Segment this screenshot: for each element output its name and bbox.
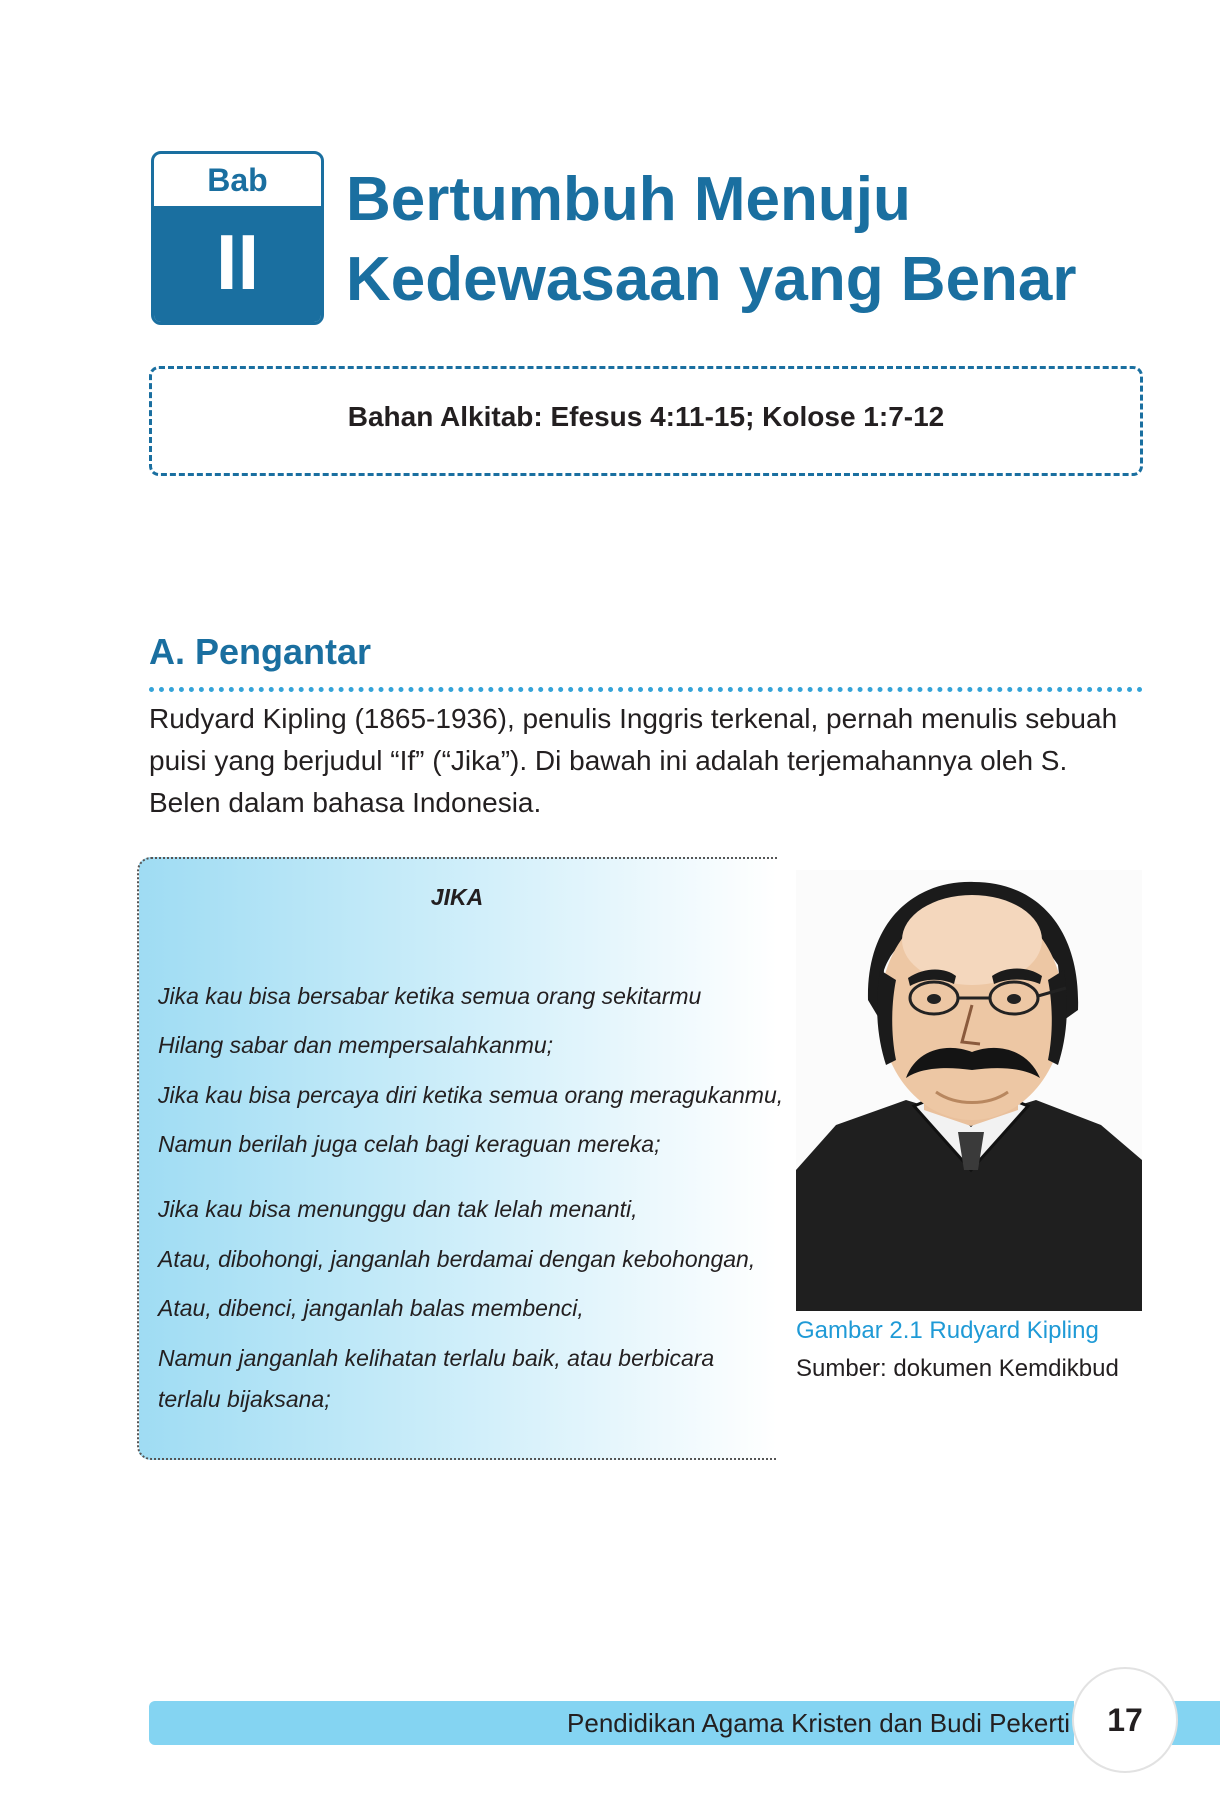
- poem-title: JIKA: [430, 884, 484, 910]
- poem-line: Hilang sabar dan mempersalahkanmu;: [158, 1032, 554, 1058]
- intro-paragraph: Rudyard Kipling (1865-1936), penulis Inggris terkenal, pernah menulis sebuah puisi yang berjudul “If” (“Jika”). Di bawah ini adalah terjemahannya oleh S. Belen dalam bahasa Indonesia.: [149, 703, 1118, 818]
- poem-line: Namun janganlah kelihatan terlalu baik, atau berbicara: [158, 1345, 715, 1371]
- poem-line: Jika kau bisa bersabar ketika semua orang sekitarmu: [158, 983, 702, 1009]
- poem-line: Atau, dibenci, janganlah balas membenci,: [158, 1295, 584, 1321]
- poem-line: Atau, dibohongi, janganlah berdamai dengan kebohongan,: [158, 1246, 756, 1272]
- poem-line: Namun berilah juga celah bagi keraguan mereka;: [158, 1131, 661, 1157]
- chapter-title-line2: Kedewasaan yang Benar: [346, 245, 1077, 314]
- figure-source: Sumber: dokumen Kemdikbud: [796, 1355, 1119, 1382]
- footer-bar-end: [1172, 1701, 1220, 1745]
- chapter-label: Bab: [207, 162, 268, 198]
- section-heading: A. Pengantar: [149, 631, 372, 672]
- section-divider: [149, 687, 1143, 692]
- scripture-reference: Bahan Alkitab: Efesus 4:11-15; Kolose 1:7-12: [149, 366, 1143, 476]
- poem-line: terlalu bijaksana;: [158, 1386, 331, 1412]
- kipling-portrait: [796, 870, 1142, 1311]
- chapter-title: [346, 160, 1077, 320]
- chapter-title-line1: Bertumbuh Menuju: [346, 165, 911, 234]
- poem-line: Jika kau bisa menunggu dan tak lelah menanti,: [158, 1196, 638, 1222]
- poem-line: Jika kau bisa percaya diri ketika semua orang meragukanmu,: [158, 1082, 784, 1108]
- chapter-badge: [151, 151, 324, 325]
- chapter-number: II: [154, 206, 321, 322]
- figure-caption: Gambar 2.1 Rudyard Kipling: [796, 1317, 1099, 1344]
- page-number: 17: [1072, 1667, 1178, 1773]
- footer-book-title: Pendidikan Agama Kristen dan Budi Pekerti: [567, 1708, 1070, 1738]
